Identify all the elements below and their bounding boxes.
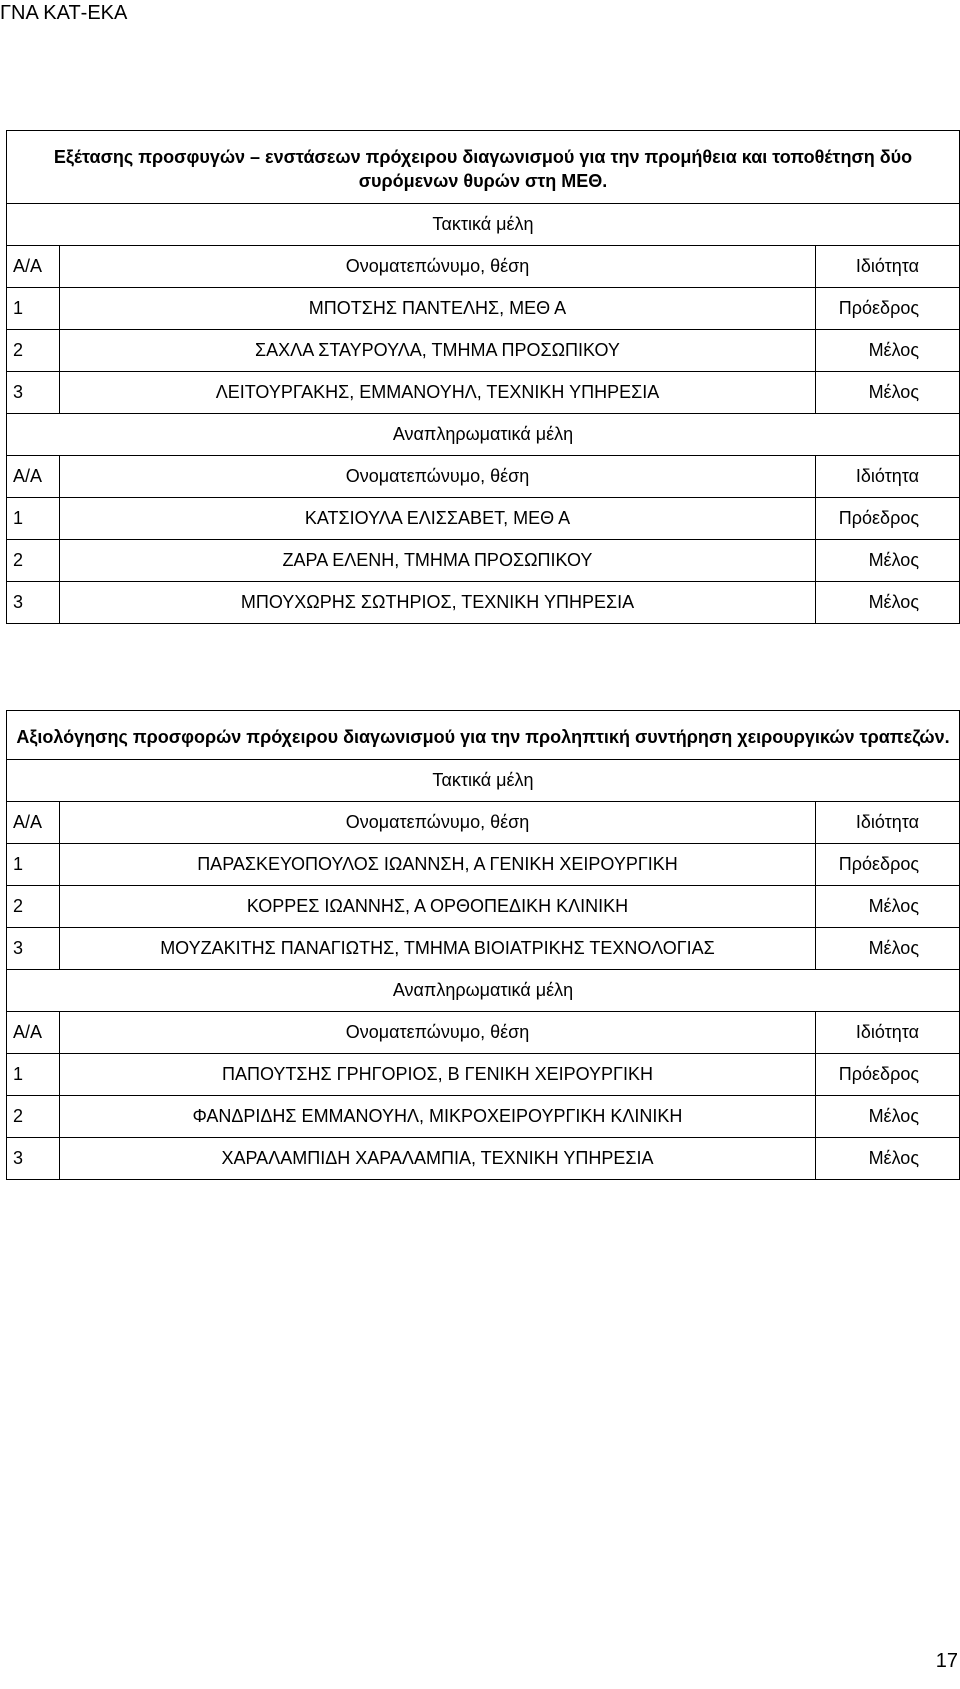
row-number: 2 (7, 1096, 60, 1138)
column-header-aa: Α/Α (7, 1012, 60, 1054)
column-header-role: Ιδιότητα (815, 456, 959, 498)
row-number: 3 (7, 928, 60, 970)
column-header-name: Ονοματεπώνυμο, θέση (60, 246, 816, 288)
committee-table-1 (6, 130, 960, 624)
member-role: Μέλος (815, 928, 959, 970)
row-number: 1 (7, 844, 60, 886)
group-label: Αναπληρωματικά μέλη (7, 414, 960, 456)
member-role: Μέλος (815, 372, 959, 414)
committee-title-row (7, 131, 960, 204)
member-role: Μέλος (815, 540, 959, 582)
row-number: 1 (7, 498, 60, 540)
committee-table-2 (6, 710, 960, 1180)
group-label-row (7, 204, 960, 246)
member-role: Μέλος (815, 582, 959, 624)
committee-table (6, 710, 960, 1180)
member-role: Μέλος (815, 1138, 959, 1180)
table-row (7, 844, 960, 886)
member-role: Μέλος (815, 886, 959, 928)
column-header-row (7, 456, 960, 498)
member-name-position: ΧΑΡΑΛΑΜΠΙΔΗ ΧΑΡΑΛΑΜΠΙΑ, ΤΕΧΝΙΚΗ ΥΠΗΡΕΣΙΑ (60, 1138, 816, 1180)
row-number: 3 (7, 372, 60, 414)
committee-title: Αξιολόγησης προσφορών πρόχειρου διαγωνισμού για την προληπτική συντήρηση χειρουργικών τραπεζών. (7, 711, 960, 760)
member-name-position: ΜΠΟΤΣΗΣ ΠΑΝΤΕΛΗΣ, ΜΕΘ Α (60, 288, 816, 330)
member-role: Μέλος (815, 1096, 959, 1138)
member-name-position: ΜΟΥΖΑΚΙΤΗΣ ΠΑΝΑΓΙΩΤΗΣ, ΤΜΗΜΑ ΒΙΟΙΑΤΡΙΚΗΣ ΤΕΧΝΟΛΟΓΙΑΣ (60, 928, 816, 970)
column-header-name: Ονοματεπώνυμο, θέση (60, 456, 816, 498)
column-header-aa: Α/Α (7, 456, 60, 498)
committee-title-row (7, 711, 960, 760)
group-label: Τακτικά μέλη (7, 204, 960, 246)
column-header-aa: Α/Α (7, 246, 60, 288)
row-number: 1 (7, 1054, 60, 1096)
table-row (7, 330, 960, 372)
table-row (7, 540, 960, 582)
member-role: Πρόεδρος (815, 288, 959, 330)
member-name-position: ΖΑΡΑ ΕΛΕΝΗ, ΤΜΗΜΑ ΠΡΟΣΩΠΙΚΟΥ (60, 540, 816, 582)
member-name-position: ΠΑΠΟΥΤΣΗΣ ΓΡΗΓΟΡΙΟΣ, Β ΓΕΝΙΚΗ ΧΕΙΡΟΥΡΓΙΚΗ (60, 1054, 816, 1096)
member-role: Μέλος (815, 330, 959, 372)
table-row (7, 582, 960, 624)
table-row (7, 928, 960, 970)
column-header-row (7, 246, 960, 288)
row-number: 2 (7, 886, 60, 928)
page-number: 17 (935, 1650, 958, 1672)
group-label-row (7, 760, 960, 802)
member-role: Πρόεδρος (815, 844, 959, 886)
group-label-row (7, 970, 960, 1012)
row-number: 1 (7, 288, 60, 330)
member-name-position: ΠΑΡΑΣΚΕΥΟΠΟΥΛΟΣ ΙΩΑΝΝΣΗ, Α ΓΕΝΙΚΗ ΧΕΙΡΟΥΡΓΙΚΗ (60, 844, 816, 886)
group-label: Αναπληρωματικά μέλη (7, 970, 960, 1012)
group-label-row (7, 414, 960, 456)
committee-title: Εξέτασης προσφυγών – ενστάσεων πρόχειρου διαγωνισμού για την προμήθεια και τοποθέτηση δύο συρόμενων θυρών στη ΜΕΘ. (7, 131, 960, 204)
member-name-position: ΚΟΡΡΕΣ ΙΩΑΝΝΗΣ, Α ΟΡΘΟΠΕΔΙΚΗ ΚΛΙΝΙΚΗ (60, 886, 816, 928)
member-name-position: ΚΑΤΣΙΟΥΛΑ ΕΛΙΣΣΑΒΕΤ, ΜΕΘ Α (60, 498, 816, 540)
table-row (7, 372, 960, 414)
row-number: 2 (7, 330, 60, 372)
column-header-role: Ιδιότητα (815, 246, 959, 288)
table-row (7, 498, 960, 540)
column-header-name: Ονοματεπώνυμο, θέση (60, 1012, 816, 1054)
column-header-aa: Α/Α (7, 802, 60, 844)
row-number: 3 (7, 582, 60, 624)
member-name-position: ΛΕΙΤΟΥΡΓΑΚΗΣ, ΕΜΜΑΝΟΥΗΛ, ΤΕΧΝΙΚΗ ΥΠΗΡΕΣΙΑ (60, 372, 816, 414)
member-name-position: ΣΑΧΛΑ ΣΤΑΥΡΟΥΛΑ, ΤΜΗΜΑ ΠΡΟΣΩΠΙΚΟΥ (60, 330, 816, 372)
row-number: 2 (7, 540, 60, 582)
table-row (7, 1138, 960, 1180)
member-name-position: ΦΑΝΔΡΙΔΗΣ ΕΜΜΑΝΟΥΗΛ, ΜΙΚΡΟΧΕΙΡΟΥΡΓΙΚΗ ΚΛΙΝΙΚΗ (60, 1096, 816, 1138)
table-row (7, 288, 960, 330)
document-header: ΓΝΑ ΚΑΤ-ΕΚΑ (0, 2, 128, 24)
member-role: Πρόεδρος (815, 498, 959, 540)
member-role: Πρόεδρος (815, 1054, 959, 1096)
table-row (7, 1054, 960, 1096)
column-header-row (7, 802, 960, 844)
committee-table (6, 130, 960, 624)
group-label: Τακτικά μέλη (7, 760, 960, 802)
column-header-name: Ονοματεπώνυμο, θέση (60, 802, 816, 844)
table-row (7, 1096, 960, 1138)
column-header-role: Ιδιότητα (815, 802, 959, 844)
member-name-position: ΜΠΟΥΧΩΡΗΣ ΣΩΤΗΡΙΟΣ, ΤΕΧΝΙΚΗ ΥΠΗΡΕΣΙΑ (60, 582, 816, 624)
column-header-role: Ιδιότητα (815, 1012, 959, 1054)
table-row (7, 886, 960, 928)
column-header-row (7, 1012, 960, 1054)
row-number: 3 (7, 1138, 60, 1180)
